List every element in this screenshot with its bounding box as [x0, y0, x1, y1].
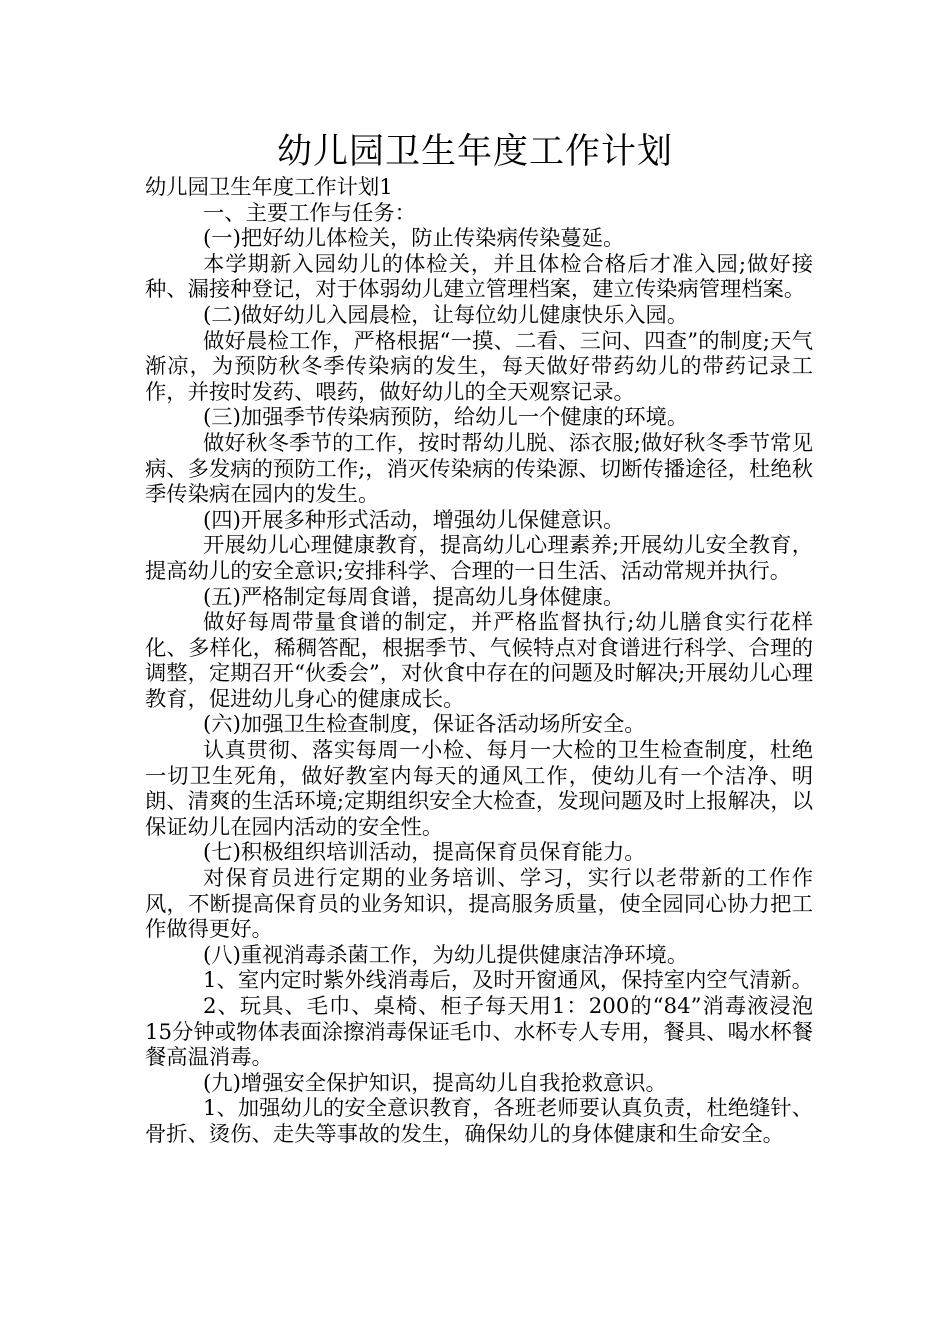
body-paragraph: 认真贯彻、落实每周一小检、每月一大检的卫生检查制度，杜绝一切卫生死角，做好教室内每天的通风工作，使幼儿有一个洁净、明朗、清爽的生活环境;定期组织安全大检查，发现问题及时上报解决，以保证幼儿在园内活动的安全性。 [145, 738, 813, 840]
item-heading: (七)积极组织培训活动，提高保育员保育能力。 [203, 840, 646, 866]
item-heading: (一)把好幼儿体检关，防止传染病传染蔓延。 [203, 226, 625, 252]
item-heading: (八)重视消毒杀菌工作，为幼儿提供健康洁净环境。 [203, 942, 689, 968]
item-heading: (五)严格制定每周食谱，提高幼儿身体健康。 [203, 584, 625, 610]
body-paragraph: 做好每周带量食谱的制定，并严格监督执行;幼儿膳食实行花样化、多样化，稀稠答配，根据季节、气候特点对食谱进行科学、合理的调整，定期召开“伙委会”，对伙食中存在的问题及时解决;开展幼儿心理教育，促进幼儿身心的健康成长。 [145, 610, 813, 712]
item-heading: (四)开展多种形式活动，增强幼儿保健意识。 [203, 507, 625, 533]
body-paragraph: 1、室内定时紫外线消毒后，及时开窗通风，保持室内空气清新。 [203, 968, 813, 994]
item-heading: (三)加强季节传染病预防，给幼儿一个健康的环境。 [203, 405, 689, 431]
item-heading: (九)增强安全保护知识，提高幼儿自我抢救意识。 [203, 1070, 667, 1096]
body-paragraph: 做好晨检工作，严格根据“一摸、二看、三问、四查”的制度;天气渐凉，为预防秋冬季传染病的发生，每天做好带药幼儿的带药记录工作，并按时发药、喂药，做好幼儿的全天观察记录。 [145, 328, 813, 405]
body-paragraph: 1、加强幼儿的安全意识教育，各班老师要认真负责，杜绝缝针、骨折、烫伤、走失等事故的发生，确保幼儿的身体健康和生命安全。 [145, 1096, 813, 1147]
section-heading: 一、主要工作与任务： [203, 200, 416, 226]
document-title: 幼儿园卫生年度工作计划 [276, 132, 673, 172]
section-subtitle: 幼儿园卫生年度工作计划1 [145, 175, 393, 200]
body-paragraph: 本学期新入园幼儿的体检关，并且体检合格后才准入园;做好接种、漏接种登记，对于体弱幼儿建立管理档案，建立传染病管理档案。 [145, 251, 813, 303]
body-paragraph: 做好秋冬季节的工作，按时帮幼儿脱、添衣服;做好秋冬季节常见病、多发病的预防工作;，消灭传染病的传染源、切断传播途径，杜绝秋季传染病在园内的发生。 [145, 430, 813, 508]
body-paragraph: 开展幼儿心理健康教育，提高幼儿心理素养;开展幼儿安全教育，提高幼儿的安全意识;安排科学、合理的一日生活、活动常规并执行。 [145, 533, 813, 584]
body-paragraph: 2、玩具、毛巾、桌椅、柜子每天用1：200的“84”消毒液浸泡15分钟或物体表面涂擦消毒保证毛巾、水杯专人专用，餐具、喝水杯餐餐高温消毒。 [145, 994, 813, 1071]
item-heading: (六)加强卫生检查制度，保证各活动场所安全。 [203, 712, 646, 738]
item-heading: (二)做好幼儿入园晨检，让每位幼儿健康快乐入园。 [203, 302, 689, 328]
body-paragraph: 对保育员进行定期的业务培训、学习，实行以老带新的工作作风，不断提高保育员的业务知识，提高服务质量，使全园同心协力把工作做得更好。 [145, 866, 813, 943]
document-body [145, 175, 813, 1148]
